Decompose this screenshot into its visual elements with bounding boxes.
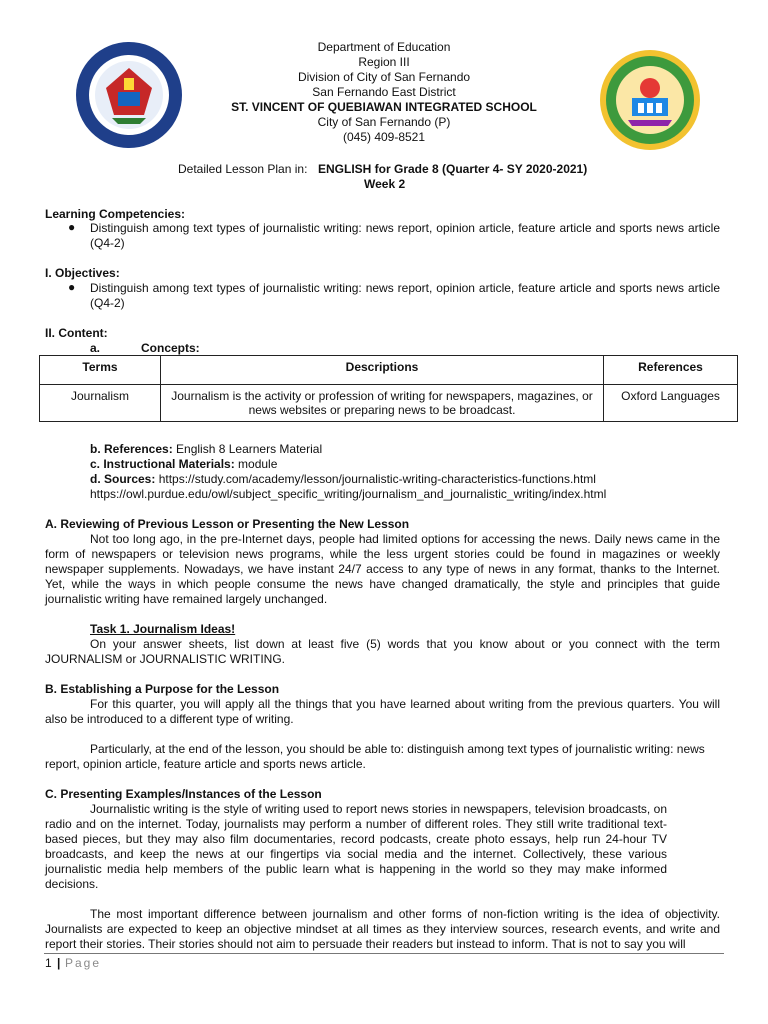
references-label: b. References: <box>90 442 173 456</box>
task-1-paragraph: On your answer sheets, list down at least five (5) words that you know about or you connect with the term JOURNALISM or JOURNALISTIC WRITING. <box>45 637 720 666</box>
objective-item: Distinguish among text types of journalistic writing: news report, opinion article, feature article and sports news article (Q4-2) <box>90 281 720 310</box>
table-cell: Journalism <box>40 385 161 422</box>
sources-line <box>90 472 596 487</box>
page-separator: | <box>57 956 61 970</box>
table-header-cell: Descriptions <box>161 356 604 385</box>
section-c-paragraph-2: The most important difference between journalism and other forms of non-fiction writing is the idea of objectivity. Journalists are expected to keep an objective mindset at all times as they interview sources, research events, and write and report their stories. Their stories should not aim to persuade their readers but instead to inform. That is not to say you will <box>45 907 720 951</box>
school-name: ST. VINCENT OF QUEBIAWAN INTEGRATED SCHOOL <box>231 100 537 114</box>
materials-label: c. Instructional Materials: <box>90 457 235 471</box>
table-cell: Journalism is the activity or profession of writing for newspapers, magazines, or news websites or preparing news to be broadcast. <box>161 385 604 422</box>
sources-link-1[interactable]: https://study.com/academy/lesson/journalistic-writing-characteristics-functions.html <box>155 472 596 486</box>
section-b-paragraph-2: Particularly, at the end of the lesson, you should be able to: distinguish among text types of journalistic writing: news report, opinion article, feature article and sports news article. <box>45 742 705 771</box>
section-b-heading: B. Establishing a Purpose for the Lesson <box>45 682 280 696</box>
sources-link-2[interactable]: https://owl.purdue.edu/owl/subject_specific_writing/journalism_and_journalistic_writing/index.html <box>90 487 607 501</box>
bullet-icon: ● <box>68 220 76 234</box>
objectives-heading: I. Objectives: <box>45 266 120 280</box>
references-line <box>90 442 322 457</box>
content-heading: II. Content: <box>45 326 108 340</box>
department-name: Department of Education <box>317 40 451 54</box>
bullet-icon: ● <box>68 280 76 294</box>
task-1-title: Task 1. Journalism Ideas! <box>90 622 236 636</box>
district-name: San Fernando East District <box>312 85 456 99</box>
section-c-heading: C. Presenting Examples/Instances of the Lesson <box>45 787 322 801</box>
concepts-table <box>39 355 738 422</box>
sources-label: d. Sources: <box>90 472 156 486</box>
region-name: Region III <box>358 55 410 69</box>
phone-number: (045) 409-8521 <box>342 130 426 144</box>
references-value: English 8 Learners Material <box>172 442 323 456</box>
division-name: Division of City of San Fernando <box>297 70 471 84</box>
competencies-heading: Learning Competencies: <box>45 207 186 221</box>
table-cell: Oxford Languages <box>604 385 738 422</box>
footer-divider <box>44 953 724 954</box>
table-header-row <box>40 356 738 385</box>
competency-item: Distinguish among text types of journalistic writing: news report, opinion article, feature article and sports news article (Q4-2) <box>90 221 720 250</box>
section-a-paragraph: Not too long ago, in the pre-Internet days, people had limited options for accessing the news. Daily news came in the form of newspapers or television news programs, while the less urgent stories could be found in magazines or weekly newspaper supplements. Nowadays, we have instant 24/7 access to any type of news in any format, thanks to the Internet. Yet, while the ways in which people consume the news have changed dramatically, the style and principles that guide journalistic writing have remained largely unchanged. <box>45 532 720 606</box>
table-header-cell: Terms <box>40 356 161 385</box>
table-row <box>40 385 738 422</box>
table-header-cell: References <box>604 356 738 385</box>
concepts-letter: a. <box>90 341 101 355</box>
page-number: 1 <box>45 956 52 970</box>
lesson-week: Week 2 <box>364 177 406 191</box>
section-c-paragraph-1: Journalistic writing is the style of writing used to report news stories in newspapers, television broadcasts, on radio and on the internet. Today, journalists may perform a number of different roles. They still write traditional text-based pieces, but they may also film documentaries, record podcasts, create photo essays, help run 24-hour TV broadcasts, and keep the news at our fingertips via social media and the internet. Collectively, these various journalistic media help members of the public learn what is happening in the world so they may make informed decisions. <box>45 802 667 891</box>
materials-value: module <box>234 457 278 471</box>
city-name: City of San Fernando (P) <box>317 115 451 129</box>
lesson-subject: ENGLISH for Grade 8 (Quarter 4- SY 2020-2021) <box>318 162 588 176</box>
section-a-heading: A. Reviewing of Previous Lesson or Presenting the New Lesson <box>45 517 410 531</box>
page-label: Page <box>65 956 102 970</box>
lesson-prefix: Detailed Lesson Plan in: <box>178 162 308 176</box>
concepts-label: Concepts: <box>141 341 200 355</box>
section-b-paragraph-1: For this quarter, you will apply all the things that you have learned about writing from the previous quarters. You will also be introduced to a different type of writing. <box>45 697 720 726</box>
materials-line <box>90 457 277 472</box>
